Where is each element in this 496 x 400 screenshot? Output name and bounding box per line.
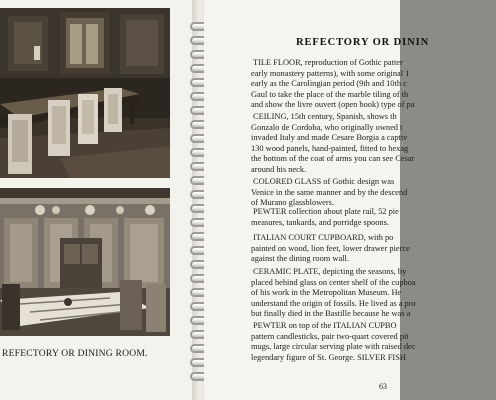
- text-line: legendary figure of St. George. SILVER FISH: [251, 352, 406, 362]
- photo-caption: REFECTORY OR DINING ROOM.: [2, 348, 148, 359]
- text-line: against the dining room wall.: [251, 254, 349, 264]
- text-line: ITALIAN COURT CUPBOARD, with po: [253, 233, 394, 242]
- text-line: and show the livre ouvert (open book) type of pa: [251, 100, 415, 110]
- text-line: PEWTER on top of the ITALIAN CUPBO: [253, 321, 397, 330]
- dining-room-photo-top: [0, 8, 170, 178]
- text-line: around his neck.: [251, 164, 307, 174]
- text-line: Venice in the same manner and by the descend: [251, 187, 408, 197]
- text-line: early monastery patterns), with some original 1: [251, 68, 410, 78]
- text-line: PEWTER collection about plate rail, 52 pie: [253, 207, 399, 216]
- text-paragraph: [251, 112, 415, 176]
- text-line: but finally died in the Bastille because he was a: [251, 309, 411, 319]
- text-paragraph: [251, 177, 408, 209]
- text-line: CEILING, 15th century, Spanish, shows th: [253, 112, 397, 121]
- text-paragraph: [251, 267, 416, 320]
- text-line: TILE FLOOR, reproduction of Gothic patter: [253, 58, 403, 67]
- dining-room-photo-bottom: [0, 188, 170, 336]
- text-line: painted on wood, lion feet, lower drawer pierce: [251, 243, 410, 253]
- text-line: of his work in the Metropolitan Museum. He: [251, 288, 402, 298]
- text-line: measures, tankards, and porridge spoons.: [251, 217, 389, 227]
- text-line: Gonzalo de Cordoba, who originally owned t: [251, 122, 403, 132]
- left-page: [0, 0, 196, 400]
- text-line: understand the origin of fossils. He lived as a pro: [251, 298, 416, 308]
- section-title: REFECTORY OR DININ: [296, 37, 430, 48]
- text-paragraph: [251, 233, 410, 265]
- text-line: 130 wood panels, hand-painted, fitted to hexag: [251, 143, 409, 153]
- text-line: early as the Carolingian period (9th and 10th c: [251, 79, 407, 89]
- text-line: Gaul to take the place of the marble tiling of th: [251, 89, 409, 99]
- text-line: CERAMIC PLATE, depicting the seasons, by: [253, 267, 407, 276]
- text-line: invaded Italy and made Cesare Borgia a captiv: [251, 133, 408, 143]
- text-line: of Murano glassblowers.: [251, 198, 335, 208]
- text-line: COLORED GLASS of Gothic design was: [253, 177, 395, 186]
- page-number: 63: [379, 382, 387, 391]
- text-line: the bottom of the coat of arms you can see Cesar: [251, 154, 415, 164]
- photo-bottom-image: [0, 188, 170, 336]
- text-line: placed behind glass on center shelf of the cupboa: [251, 277, 416, 287]
- text-paragraph: [251, 321, 416, 363]
- text-line: mugs, large circular serving plate with raised dec: [251, 342, 416, 352]
- photo-top-image: [0, 8, 170, 178]
- text-paragraph: [251, 58, 415, 111]
- text-paragraph: [253, 207, 403, 228]
- text-line: pattern candlesticks, pair two-quart covered pit: [251, 331, 409, 341]
